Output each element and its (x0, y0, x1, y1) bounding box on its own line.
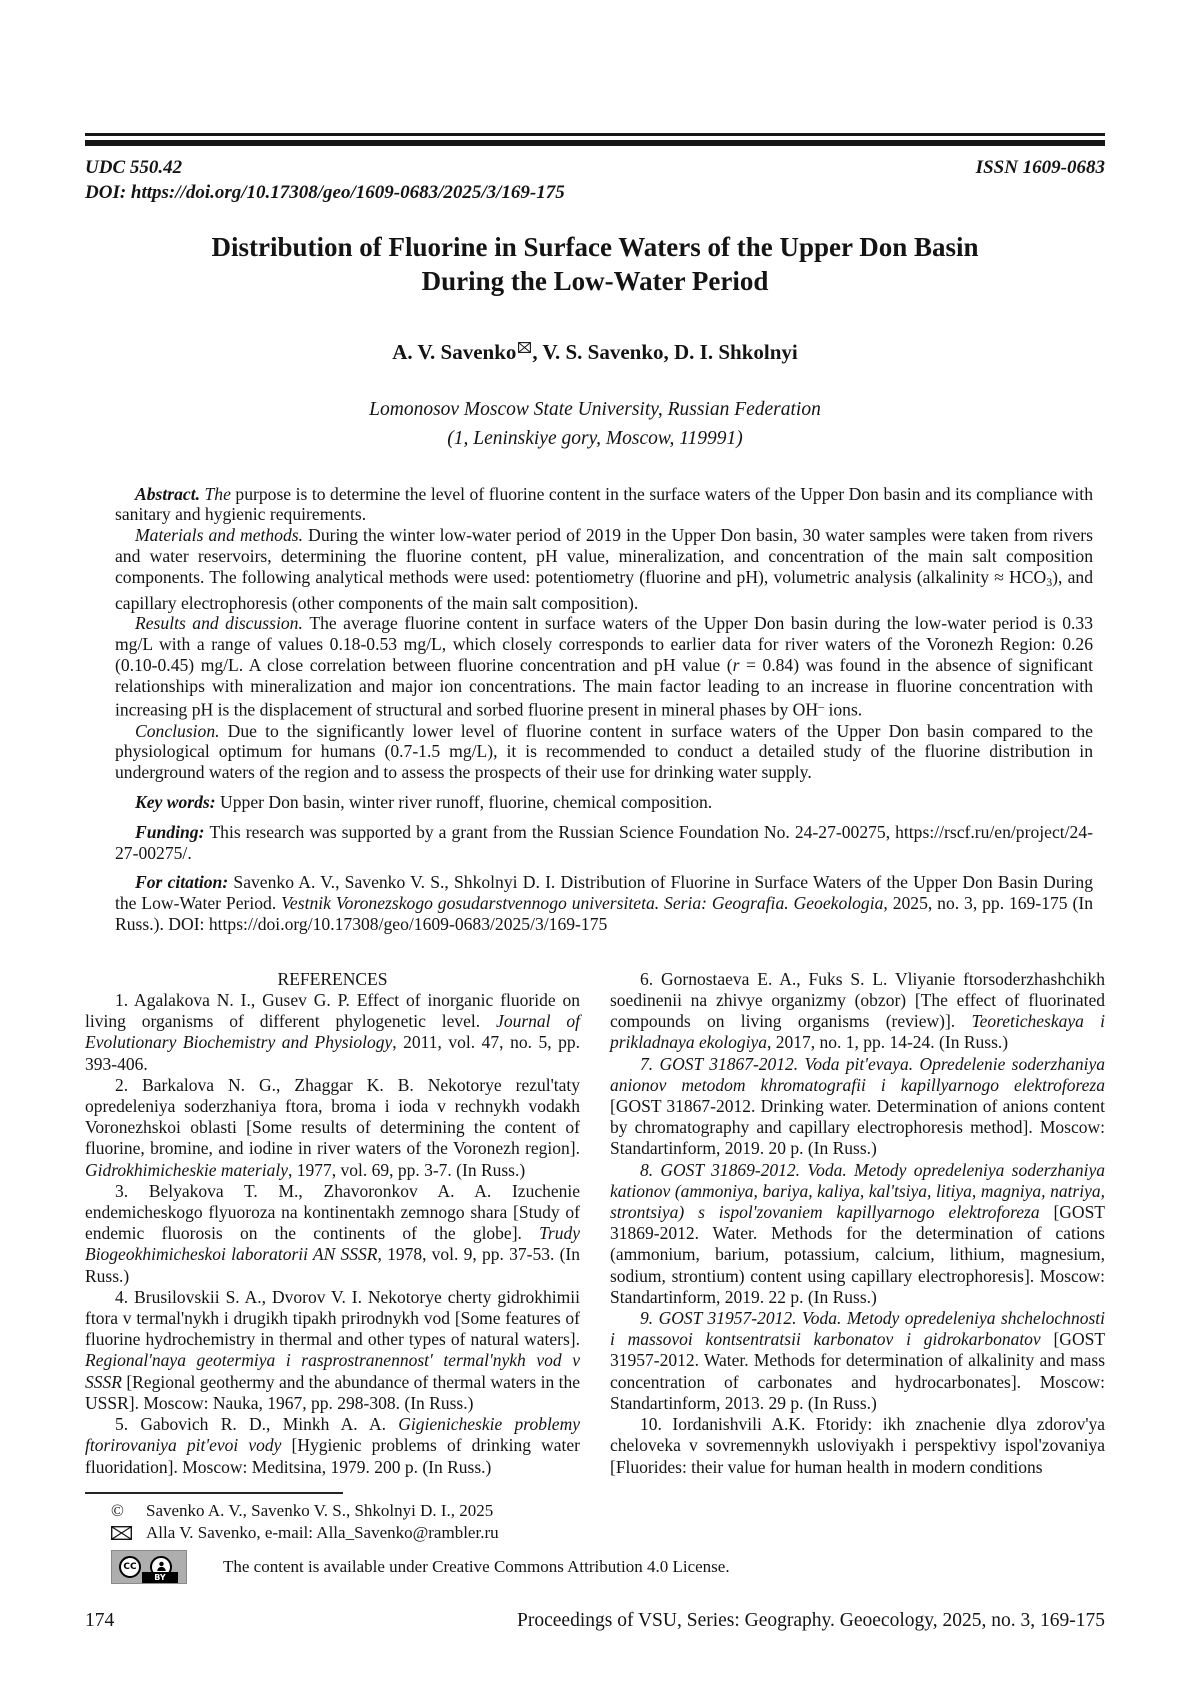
reference-item-5: 5. Gabovich R. D., Minkh A. A. Gigienicheskie problemy ftorirovaniya pit'evoi vody [Hygienic problems of drinking water fluoridation]. Moscow: Meditsina, 1979. 200 p. (In Russ.) (85, 1414, 580, 1477)
reference-item-8: 8. GOST 31869-2012. Voda. Metody opredeleniya soderzhaniya kationov (ammoniya, bariya, kaliya, kal'tsiya, litiya, magniya, natriya, strontsiya) s ispol'zovaniem kapillyarnogo elektroforeza [GOST 31869-2012. Water. Methods for the determination of cations (ammonium, barium, potassium, calcium, lithium, magnesium, sodium, strontium) content using capillary electrophoresis]. Moscow: Standartinform, 2019. 22 p. (In Russ.) (610, 1159, 1105, 1307)
doi-line: DOI: https://doi.org/10.17308/geo/1609-0683/2025/3/169-175 (85, 182, 565, 203)
udc-code: UDC 550.42 (85, 157, 183, 178)
authors-rest: , V. S. Savenko, D. I. Shkolnyi (532, 340, 798, 365)
license-text: The content is available under Creative Commons Attribution 4.0 License. (223, 1556, 730, 1576)
affiliation (85, 395, 1105, 454)
article-title (85, 230, 1105, 298)
reference-item-9: 9. GOST 31957-2012. Voda. Metody opredeleniya shchelochnosti i massovoi kontsentratsii karbonatov i gidrokarbonatov [GOST 31957-2012. Water. Methods for determination of alkalinity and mass concentration of carbonates and hydrocarbonates]. Moscow: Standartinform, 2013. 29 p. (In Russ.) (610, 1308, 1106, 1413)
references-heading: REFERENCES (277, 968, 388, 989)
cc-by-label: BY (142, 1572, 178, 1583)
reference-item-1: 1. Agalakova N. I., Gusev G. P. Effect of inorganic fluoride on living organisms of different phylogenetic level. Journal of Evolutionary Biochemistry and Physiology, 2011, vol. 47, no. 5, pp. 393-406. (85, 990, 580, 1074)
top-rule-thick (85, 140, 1105, 146)
author-first: A. V. Savenko (392, 340, 517, 365)
results-paragraph: Results and discussion. The average fluorine content in surface waters of the Upper Don basin during the low-water period is 0.33 mg/L with a range of values 0.18-0.53 mg/L, which closely corresponds to earlier data for river waters of the Voronezh Region: 0.26 (0.10-0.45) mg/L. A close correlation between fluorine concentration and pH value (r = 0.84) was found in the absence of significant relationships with mineralization and major ion concentrations. The main factor leading to an increase in fluorine concentration with increasing pH is the displacement of structural and sorbed fluorine present in mineral phases by OH– ions. (115, 613, 1093, 720)
page-footer (85, 1610, 1105, 1632)
copyright-icon: © (111, 1500, 124, 1520)
references-column-left (85, 969, 580, 1478)
footnote-rule (85, 1492, 343, 1494)
article-title-line2: During the Low-Water Period (421, 266, 769, 297)
footnote-block (85, 1492, 1105, 1584)
funding-paragraph: Funding: This research was supported by a grant from the Russian Science Foundation No. 24-27-00275, https://rscf.ru/en/project/24-27-00275/. (115, 821, 1093, 863)
cc-by-badge (111, 1550, 187, 1584)
abstract-block (115, 484, 1093, 935)
abstract-paragraph: Abstract. The purpose is to determine the level of fluorine content in the surface waters of the Upper Don basin and its compliance with sanitary and hygienic requirements. (115, 483, 1093, 525)
affiliation-line2: (1, Leninskiye gory, Moscow, 119991) (447, 428, 743, 450)
authors-line (85, 334, 1105, 365)
journal-footer-line: Proceedings of VSU, Series: Geography. Geoecology, 2025, no. 3, 169-175 (517, 1609, 1105, 1631)
reference-item-3: 3. Belyakova T. M., Zhavoronkov A. A. Izuchenie endemicheskogo flyuoroza na kontinentakh zemnogo shara [Study of endemic fluorosis on the continents of the globe]. Trudy Biogeokhimicheskoi laboratorii AN SSSR, 1978, vol. 9, pp. 37-53. (In Russ.) (85, 1180, 580, 1286)
references-column-right (610, 969, 1105, 1478)
reference-item-4: 4. Brusilovskii S. A., Dvorov V. I. Nekotorye cherty gidrokhimii ftora v termal'nykh i drugikh tipakh prirodnykh vod [Some features of fluorine hydrochemistry in thermal and other types of natural waters]. Regional'naya geotermiya i rasprostranennost' termal'nykh vod v SSSR [Regional geothermy and the abundance of thermal waters in the USSR]. Moscow: Nauka, 1967, pp. 298-308. (In Russ.) (85, 1286, 580, 1413)
materials-paragraph: Materials and methods. During the winter low-water period of 2019 in the Upper Don basin, 30 water samples were taken from rivers and water reservoirs, determining the fluorine content, pH value, mineralization, and concentration of the main salt composition components. The following analytical methods were used: potentiometry (fluorine and pH), volumetric analysis (alkalinity ≈ HCO3), and capillary electrophoresis (other components of the main salt composition). (115, 525, 1094, 613)
reference-item-2: 2. Barkalova N. G., Zhaggar K. B. Nekotorye rezul'taty opredeleniya soderzhaniya ftora, broma i ioda v rechnykh vodakh Voronezhskoi oblasti [Some results of determining the content of fluorine, bromine, and iodine in river waters of the Voronezh region]. Gidrokhimicheskie materialy, 1977, vol. 69, pp. 3-7. (In Russ.) (85, 1074, 580, 1180)
reference-item-10: 10. Iordanishvili A.K. Ftoridy: ikh znachenie dlya zdorov'ya cheloveka v sovremennykh usloviyakh i perspektivy ispol'zovaniya [Fluorides: their value for human health in modern conditions (610, 1414, 1105, 1477)
article-title-line1: Distribution of Fluorine in Surface Waters of the Upper Don Basin (211, 232, 979, 262)
corresponding-author-email: Alla V. Savenko, e-mail: Alla_Savenko@rambler.ru (146, 1522, 499, 1542)
affiliation-line1: Lomonosov Moscow State University, Russian Federation (369, 399, 821, 421)
copyright-text: Savenko A. V., Savenko V. S., Shkolnyi D. I., 2025 (146, 1500, 494, 1520)
envelope-icon (518, 334, 531, 359)
cc-icon: CC (119, 1556, 141, 1578)
page-number: 174 (85, 1609, 115, 1631)
copyright-line (111, 1501, 1105, 1521)
corresponding-author-line (111, 1523, 1105, 1543)
keywords-paragraph: Key words: Upper Don basin, winter river runoff, fluorine, chemical composition. (135, 792, 713, 813)
issn-code: ISSN 1609-0683 (975, 157, 1105, 178)
envelope-icon (111, 1526, 135, 1540)
reference-item-6: 6. Gornostaeva E. A., Fuks S. L. Vliyanie ftorsoderzhashchikh soedinenii na zhivye organizmy (obzor) [The effect of fluorinated compounds on living organisms (review)]. Teoreticheskaya i prikladnaya ekologiya, 2017, no. 1, pp. 14-24. (In Russ.) (610, 968, 1105, 1053)
conclusion-paragraph: Conclusion. Due to the significantly lower level of fluorine content in surface waters of the Upper Don basin compared to the physiological optimum for humans (0.7-1.5 mg/L), it is recommended to conduct a detailed study of the fluorine distribution in underground waters of the region and to assess the prospects of their use for drinking water supply. (115, 720, 1093, 783)
license-row (111, 1550, 1105, 1584)
reference-item-7: 7. GOST 31867-2012. Voda pit'evaya. Opredelenie soderzhaniya anionov metodom khromatografii i kapillyarnogo elektroforeza [GOST 31867-2012. Drinking water. Determination of anions content by chromatography and capillary electrophoresis method]. Moscow: Standartinform, 2019. 20 p. (In Russ.) (610, 1053, 1105, 1159)
references-section (85, 969, 1105, 1478)
citation-paragraph: For citation: Savenko A. V., Savenko V. S., Shkolnyi D. I. Distribution of Fluorine in Surface Waters of the Upper Don Basin During the Low-Water Period. Vestnik Voronezskogo gosudarstvennogo universiteta. Seria: Geografia. Geoekologia, 2025, no. 3, pp. 169-175 (In Russ.). DOI: https://doi.org/10.17308/geo/1609-0683/2025/3/169-175 (115, 872, 1094, 935)
header-meta-row (85, 157, 1105, 179)
